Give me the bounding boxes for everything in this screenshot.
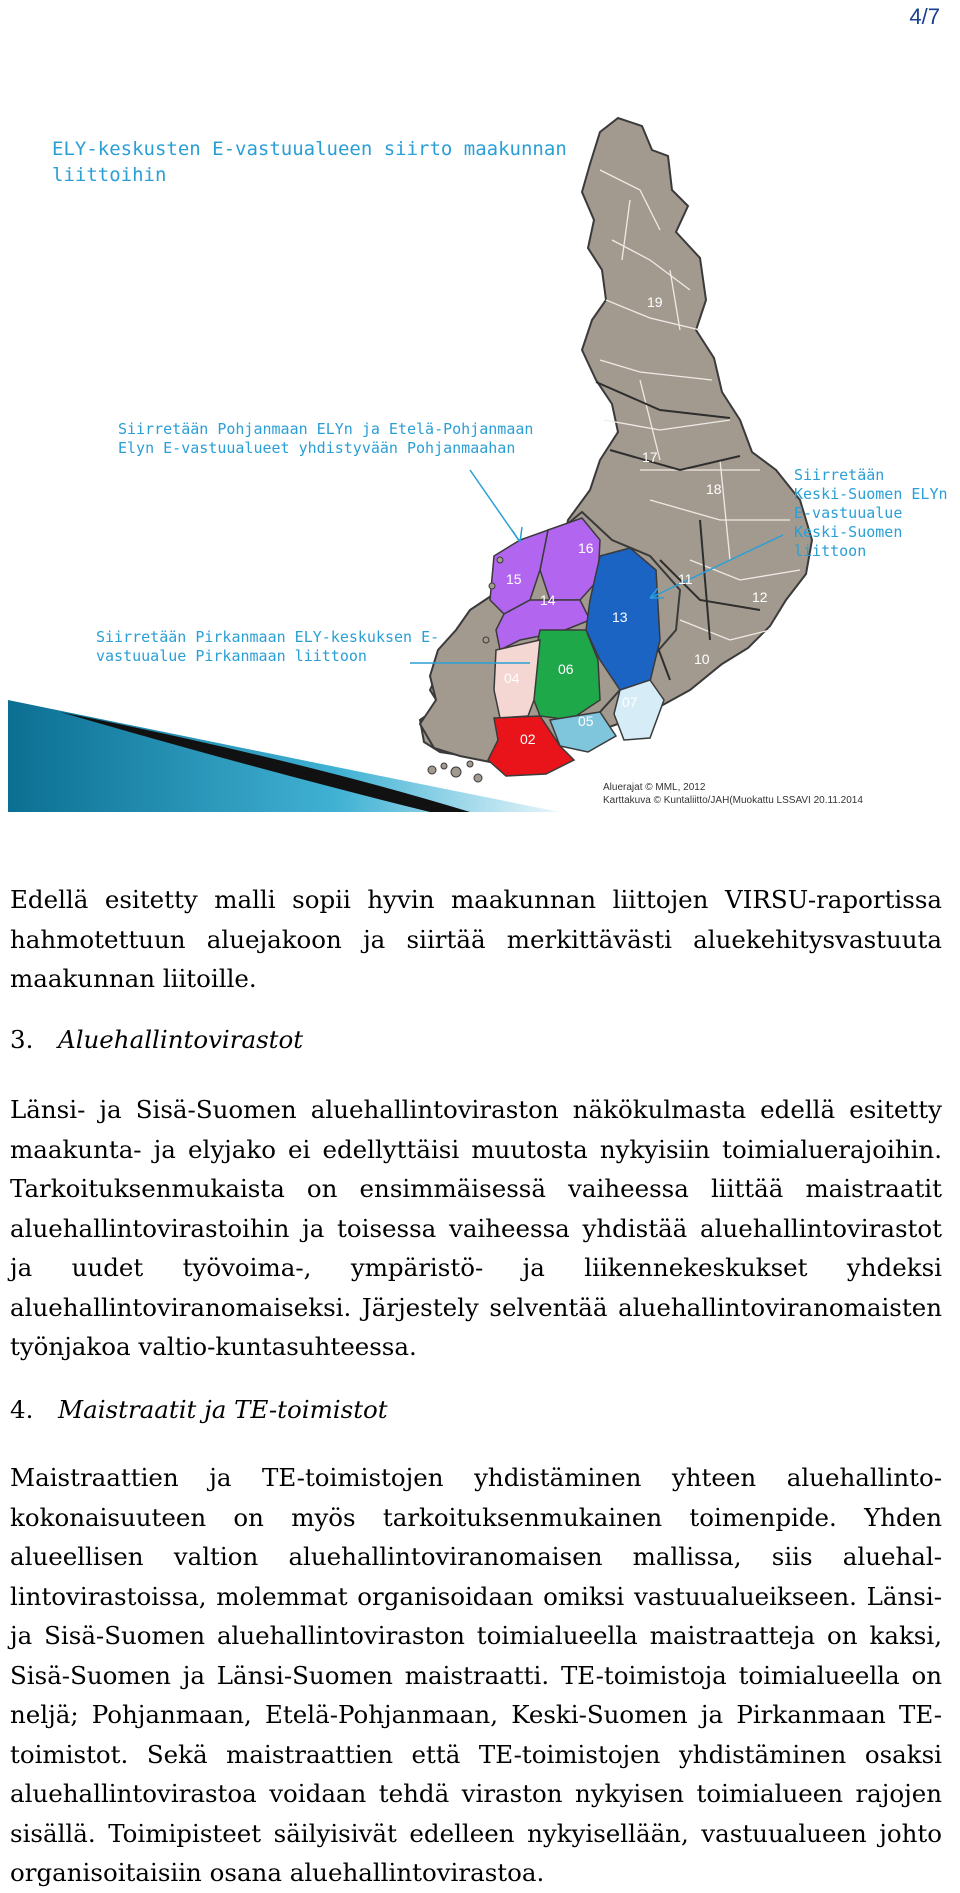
label-07: 07 xyxy=(622,694,638,710)
annotation-keski-suomi xyxy=(794,466,948,561)
label-13: 13 xyxy=(612,609,628,625)
section-number: 3. xyxy=(10,1025,34,1054)
label-01: 01 xyxy=(590,751,606,767)
section-3-paragraph: Länsi- ja Sisä-Suomen aluehallintoviraston näkökulmasta edellä esitetty maakunta- ja elyjako ei edellyttäisi muutosta nykyisiin toimialuerajoihin. Tarkoituksenmukaista on ensimmäisessä vaiheessa liittää maistraatit aluehallintovirastoihin ja toisessa vaiheessa yhdistää aluehallintovirastot ja uudet työvoima-, ympäristö- ja liikennekeskukset yhdeksi aluehallintoviranomaiseksi. Järjestely selventää aluehallintoviranomaisten työnjakoa valtio-kuntasuhteessa. xyxy=(10,1095,942,1361)
label-15: 15 xyxy=(506,571,522,587)
annotation-line: Keski-Suomen xyxy=(794,523,903,541)
section-title: Aluehallintovirastot xyxy=(58,1025,304,1054)
label-05: 05 xyxy=(578,713,594,729)
label-02: 02 xyxy=(520,731,536,747)
annotation-line: Siirretään xyxy=(794,466,885,484)
annotation-line: vastuualue Pirkanmaan liittoon xyxy=(96,647,367,665)
label-19: 19 xyxy=(647,294,663,310)
annotation-line: Elyn E-vastuualueet yhdistyvään Pohjanmaahan xyxy=(118,439,516,457)
paragraph-1: Edellä esitetty malli sopii hyvin maakunnan liittojen VIRSU-raportissa hahmotettuun aluejakoon ja siirtää merkittävästi aluekehitysvastuuta maakunnan liitoille. xyxy=(10,885,942,993)
annotation-line: Keski-Suomen ELYn xyxy=(794,485,948,503)
section-title: Maistraatit ja TE-toimistot xyxy=(58,1395,388,1424)
page-number: 4/7 xyxy=(909,4,940,29)
map-graphic xyxy=(0,98,960,818)
credit-line: Karttakuva © Kuntaliitto/JAH(Muokattu LSSAVI 20.11.2014 xyxy=(603,795,863,806)
label-16: 16 xyxy=(578,540,594,556)
map-credits xyxy=(603,781,863,807)
map-title: ELY-keskusten E-vastuualueen siirto maakunnan liittoihin xyxy=(52,138,567,186)
region-16-purple xyxy=(540,518,600,600)
section-4-heading xyxy=(10,1395,388,1424)
section-4-paragraph: Maistraattien ja TE-toimistojen yhdistäminen yhteen aluehallinto-kokonaisuuteen on myös tarkoituksenmukainen toimenpide. Yhden alueellisen valtion aluehallintoviranomaisen mallissa, siis aluehal-lintovirastoissa, molemmat organisoidaan omiksi vastuualueikseen. Länsi- ja Sisä-Suomen aluehallintoviraston toimialueella maistraatteja on kaksi, Sisä-Suomen ja Länsi-Suomen maistraatti. TE-toimistoja toimialueella on neljä; Pohjanmaan, Etelä-Pohjanmaan, Keski-Suomen ja Pirkanmaan TE-toimistot. Sekä maistraattien että TE-toimistojen yhdistäminen osaksi aluehallintovirastoa voidaan tehdä viraston nykyisen toimialueen rajojen sisällä. Toimipisteet säilyisivät edelleen nykyisellään, vastuualueen johto organisoitaisiin osana aluehallintovirastoa. xyxy=(10,1463,942,1887)
annotation-line: E-vastuualue xyxy=(794,504,903,522)
finland-region-map xyxy=(0,98,960,818)
label-12: 12 xyxy=(752,589,768,605)
label-11: 11 xyxy=(678,571,693,587)
label-14: 14 xyxy=(540,592,556,608)
section-number: 4. xyxy=(10,1395,34,1424)
annotation-line: Siirretään Pohjanmaan ELYn ja Etelä-Pohjanmaan xyxy=(118,420,534,438)
section-3-heading xyxy=(10,1025,303,1054)
label-08: 08 xyxy=(660,722,676,738)
annotation-pohjanmaa xyxy=(118,420,533,458)
annotation-line: liittoon xyxy=(794,542,867,560)
region-07-pale xyxy=(614,680,664,740)
label-06: 06 xyxy=(558,661,574,677)
annotation-pirkanmaa xyxy=(96,628,439,666)
label-18: 18 xyxy=(706,481,722,497)
label-04: 04 xyxy=(504,670,520,686)
label-10: 10 xyxy=(694,651,710,667)
label-09: 09 xyxy=(702,703,718,719)
credit-line: Aluerajat © MML, 2012 xyxy=(603,782,706,793)
annotation-line: Siirretään Pirkanmaan ELY-keskuksen E- xyxy=(96,628,440,646)
label-17: 17 xyxy=(642,449,658,465)
